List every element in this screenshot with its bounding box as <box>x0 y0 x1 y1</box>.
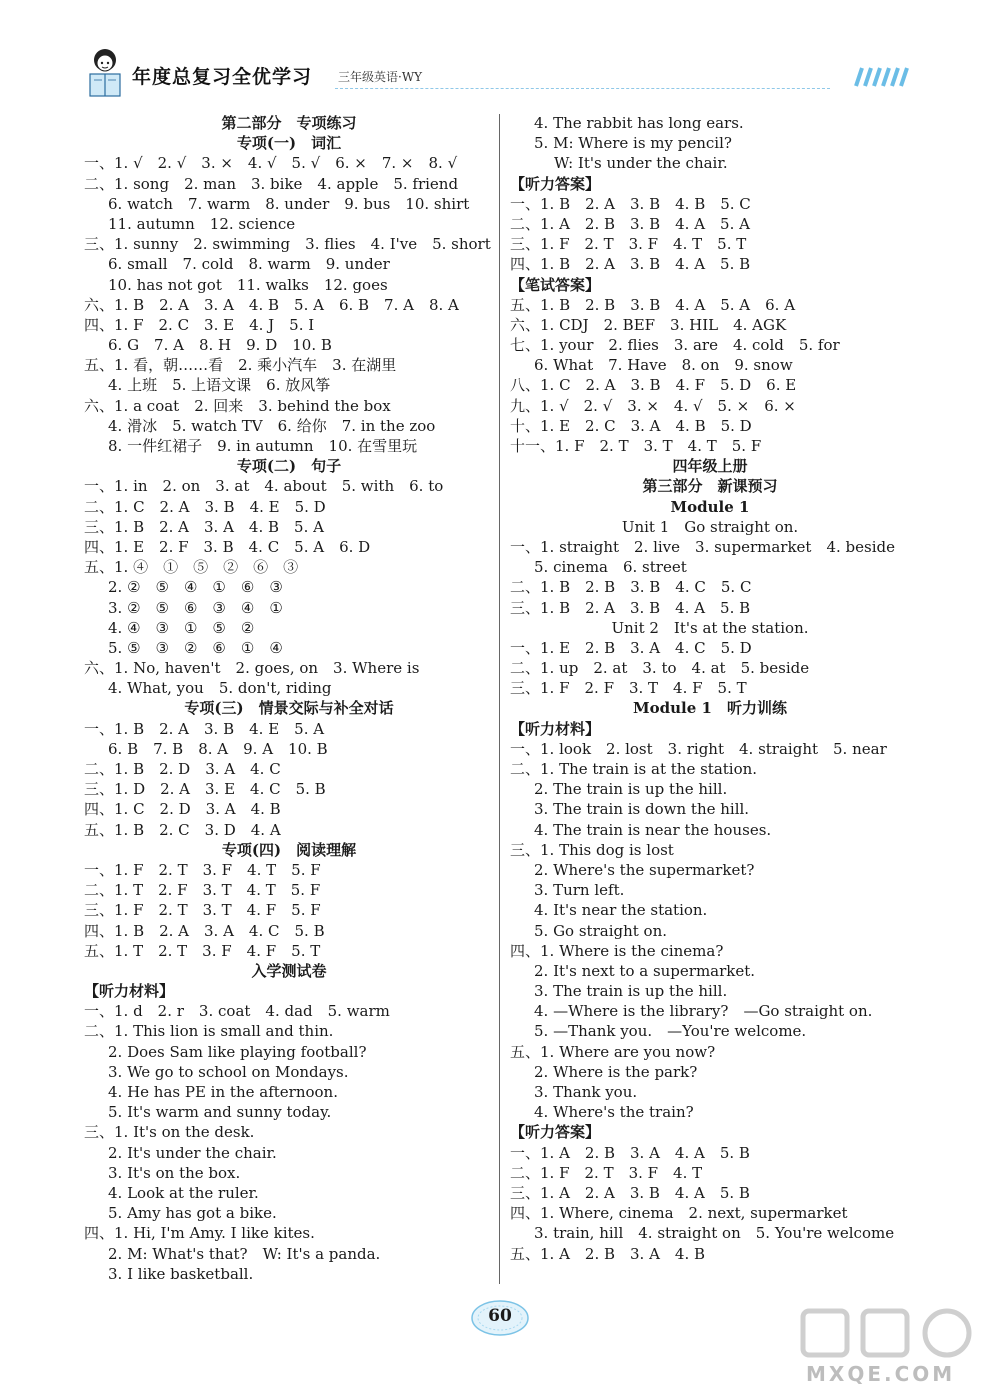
section-heading: 入学测试卷 <box>251 961 327 980</box>
answer-line: 11. autumn 12. science <box>108 214 296 233</box>
answer-line: 8. 一件红裙子 9. in autumn 10. 在雪里玩 <box>108 437 418 455</box>
answer-column-left <box>84 113 494 1284</box>
answer-line: 4. ④ ③ ① ⑤ ② <box>108 618 255 637</box>
answer-line: 三、1. It's on the desk. <box>84 1123 255 1142</box>
answer-line: 4. 上班 5. 上语文课 6. 放风筝 <box>108 376 331 395</box>
answer-line: 六、1. a coat 2. 回来 3. behind the box <box>84 396 391 415</box>
answer-line: 八、1. C 2. A 3. B 4. F 5. D 6. E <box>510 376 797 395</box>
answer-line: 5. Amy has got a bike. <box>108 1204 277 1223</box>
answer-line: 四、1. C 2. D 3. A 4. B <box>84 800 281 819</box>
answer-line: 4. Look at the ruler. <box>108 1183 259 1202</box>
answer-line: W: It's under the chair. <box>554 154 728 173</box>
answer-line: 四、1. Where is the cinema? <box>510 941 724 960</box>
section-heading: 四年级上册 <box>672 457 748 476</box>
answer-line: 二、1. T 2. F 3. T 4. T 5. F <box>84 881 321 900</box>
answer-line: 三、1. F 2. T 3. F 4. T 5. T <box>510 235 747 254</box>
section-heading: Unit 1 Go straight on. <box>621 517 799 536</box>
page-header <box>80 40 910 100</box>
subsection-label: 【听力材料】 <box>84 982 175 1001</box>
brand-title: 年度总复习全优学习 <box>132 66 313 88</box>
answer-line: 2. M: What's that? W: It's a panda. <box>108 1244 381 1263</box>
page-number: 60 <box>488 1306 512 1326</box>
answer-line: 5. cinema 6. street <box>534 558 687 577</box>
subsection-label: 【听力答案】 <box>510 174 601 193</box>
answer-line: 十一、1. F 2. T 3. T 4. T 5. F <box>510 437 762 455</box>
section-heading: 专项(四) 阅读理解 <box>221 840 357 859</box>
answer-line: 二、1. up 2. at 3. to 4. at 5. beside <box>510 659 810 678</box>
answer-line: 3. The train is down the hill. <box>534 800 750 819</box>
header-divider <box>335 88 830 89</box>
answer-line: 一、1. in 2. on 3. at 4. about 5. with 6. to <box>84 477 444 496</box>
grade-subject-label: 三年级英语·WY <box>338 70 423 84</box>
answer-line: 2. It's under the chair. <box>108 1143 277 1162</box>
answer-line: 四、1. B 2. A 3. B 4. A 5. B <box>510 255 751 274</box>
answer-line: 6. B 7. B 8. A 9. A 10. B <box>108 739 328 758</box>
answer-line: 3. I like basketball. <box>108 1264 254 1283</box>
answer-line: 三、1. B 2. A 3. B 4. A 5. B <box>510 598 751 617</box>
answer-line: 二、1. F 2. T 3. F 4. T <box>510 1163 703 1182</box>
answer-line: 一、1. B 2. A 3. B 4. E 5. A <box>84 719 325 738</box>
answer-line: 4. He has PE in the afternoon. <box>108 1083 338 1101</box>
answer-line: 一、1. d 2. r 3. coat 4. dad 5. warm <box>84 1002 390 1021</box>
answer-line: 三、1. D 2. A 3. E 4. C 5. B <box>84 780 326 799</box>
answer-line: 10. has not got 11. walks 12. goes <box>108 275 388 294</box>
answer-line: 二、1. song 2. man 3. bike 4. apple 5. friend <box>84 174 459 193</box>
student-mascot-icon <box>80 46 130 102</box>
answer-line: 二、1. A 2. B 3. B 4. A 5. A <box>510 214 750 233</box>
decorative-stripes-icon <box>852 66 910 88</box>
answer-line: 3. The train is up the hill. <box>534 982 728 1001</box>
answer-column-right <box>510 113 910 1264</box>
subsection-label: 【听力答案】 <box>510 1123 601 1142</box>
answer-line: 4. —Where is the library? —Go straight on. <box>534 1002 873 1021</box>
section-heading: 专项(一) 词汇 <box>236 134 342 153</box>
answer-line: 七、1. your 2. flies 3. are 4. cold 5. for <box>510 336 840 355</box>
section-heading: Module 1 听力训练 <box>633 699 787 718</box>
answer-line: 四、1. B 2. A 3. A 4. C 5. B <box>84 921 325 940</box>
answer-line: 6. small 7. cold 8. warm 9. under <box>108 255 390 274</box>
answer-line: 四、1. F 2. C 3. E 4. J 5. I <box>84 315 315 334</box>
answer-line: 6. G 7. A 8. H 9. D 10. B <box>108 336 332 355</box>
answer-line: 2. ② ⑤ ④ ① ⑥ ③ <box>108 578 283 597</box>
section-heading: Unit 2 It's at the station. <box>611 618 809 637</box>
answer-line: 5. Go straight on. <box>534 921 668 940</box>
answer-line: 4. What, you 5. don't, riding <box>108 679 332 698</box>
section-heading: Module 1 <box>670 497 750 516</box>
answer-line: 3. We go to school on Mondays. <box>108 1062 349 1081</box>
subsection-label: 【笔试答案】 <box>510 275 601 294</box>
answer-line: 三、1. sunny 2. swimming 3. flies 4. I've 5. short <box>84 235 491 254</box>
section-heading: 专项(二) 句子 <box>236 457 342 476</box>
answer-line: 一、1. F 2. T 3. F 4. T 5. F <box>84 860 321 879</box>
answer-line: 一、1. A 2. B 3. A 4. A 5. B <box>510 1143 750 1162</box>
answer-line: 三、1. A 2. A 3. B 4. A 5. B <box>510 1183 750 1202</box>
answer-line: 2. The train is up the hill. <box>534 780 728 799</box>
answer-line: 二、1. B 2. B 3. B 4. C 5. C <box>510 578 752 597</box>
answer-line: 四、1. Where, cinema 2. next, supermarket <box>510 1204 848 1223</box>
answer-line: 3. It's on the box. <box>108 1163 241 1182</box>
answer-line: 2. Where's the supermarket? <box>534 860 755 879</box>
answer-line: 一、1. √ 2. √ 3. × 4. √ 5. √ 6. × 7. × 8. √ <box>84 154 458 173</box>
answer-line: 三、1. This dog is lost <box>510 840 674 859</box>
answer-line: 二、1. This lion is small and thin. <box>84 1022 334 1041</box>
section-heading: 第三部分 新课预习 <box>642 477 778 496</box>
answer-line: 四、1. E 2. F 3. B 4. C 5. A 6. D <box>84 537 371 556</box>
answer-line: 5. —Thank you. —You're welcome. <box>534 1022 807 1041</box>
answer-line: 一、1. look 2. lost 3. right 4. straight 5. near <box>510 739 887 758</box>
answer-line: 三、1. B 2. A 3. A 4. B 5. A <box>84 517 324 536</box>
answer-line: 五、1. ④ ① ⑤ ② ⑥ ③ <box>84 558 299 577</box>
answer-line: 二、1. C 2. A 3. B 4. E 5. D <box>84 497 326 516</box>
answer-line: 5. M: Where is my pencil? <box>534 134 732 153</box>
section-heading: 专项(三) 情景交际与补全对话 <box>184 699 394 718</box>
answer-line: 一、1. straight 2. live 3. supermarket 4. beside <box>510 537 895 556</box>
answer-line: 三、1. F 2. T 3. T 4. F 5. F <box>84 901 321 920</box>
answer-line: 二、1. B 2. D 3. A 4. C <box>84 760 281 778</box>
answer-line: 九、1. √ 2. √ 3. × 4. √ 5. × 6. × <box>510 396 796 415</box>
subsection-label: 【听力材料】 <box>510 719 601 738</box>
answer-line: 三、1. F 2. F 3. T 4. F 5. T <box>510 679 747 698</box>
answer-line: 3. Turn left. <box>534 881 625 900</box>
answer-line: 五、1. 看，朝……看 2. 乘小汽车 3. 在湖里 <box>84 356 397 375</box>
answer-line: 四、1. Hi, I'm Amy. I like kites. <box>84 1224 315 1243</box>
answer-line: 4. The rabbit has long ears. <box>534 114 744 132</box>
answer-line: 2. It's next to a supermarket. <box>534 961 756 980</box>
answer-line: 五、1. B 2. B 3. B 4. A 5. A 6. A <box>510 295 796 314</box>
answer-line: 五、1. T 2. T 3. F 4. F 5. T <box>84 941 321 960</box>
answer-line: 六、1. No, haven't 2. goes, on 3. Where is <box>84 659 420 678</box>
answer-line: 6. What 7. Have 8. on 9. snow <box>534 356 793 375</box>
answer-line: 一、1. E 2. B 3. A 4. C 5. D <box>510 638 752 657</box>
answer-line: 3. ② ⑤ ⑥ ③ ④ ① <box>108 598 283 617</box>
answer-line: 五、1. B 2. C 3. D 4. A <box>84 820 281 839</box>
answer-line: 3. train, hill 4. straight on 5. You're welcome <box>534 1224 895 1243</box>
answer-line: 6. watch 7. warm 8. under 9. bus 10. shirt <box>108 194 470 213</box>
answer-line: 4. 滑冰 5. watch TV 6. 给你 7. in the zoo <box>108 416 436 435</box>
answer-line: 五、1. A 2. B 3. A 4. B <box>510 1244 706 1263</box>
answer-line: 4. Where's the train? <box>534 1103 694 1122</box>
answer-line: 六、1. CDJ 2. BEF 3. HIL 4. AGK <box>510 315 787 334</box>
answer-line: 2. Where is the park? <box>534 1062 698 1081</box>
answer-line: 3. Thank you. <box>534 1083 638 1101</box>
answer-line: 五、1. Where are you now? <box>510 1042 716 1061</box>
section-heading: 第二部分 专项练习 <box>221 114 357 132</box>
watermark-text: MXQE.COM <box>806 1362 956 1386</box>
answer-line: 十、1. E 2. C 3. A 4. B 5. D <box>510 416 752 435</box>
answer-line: 5. It's warm and sunny today. <box>108 1103 332 1122</box>
answer-line: 4. The train is near the houses. <box>534 820 772 839</box>
column-divider <box>499 114 500 1284</box>
answer-line: 一、1. B 2. A 3. B 4. B 5. C <box>510 194 751 213</box>
answer-line: 2. Does Sam like playing football? <box>108 1042 367 1061</box>
answer-line: 二、1. The train is at the station. <box>510 760 758 778</box>
answer-line: 5. ⑤ ③ ② ⑥ ① ④ <box>108 638 283 657</box>
answer-line: 4. It's near the station. <box>534 901 708 920</box>
answer-line: 六、1. B 2. A 3. A 4. B 5. A 6. B 7. A 8. A <box>84 295 459 314</box>
